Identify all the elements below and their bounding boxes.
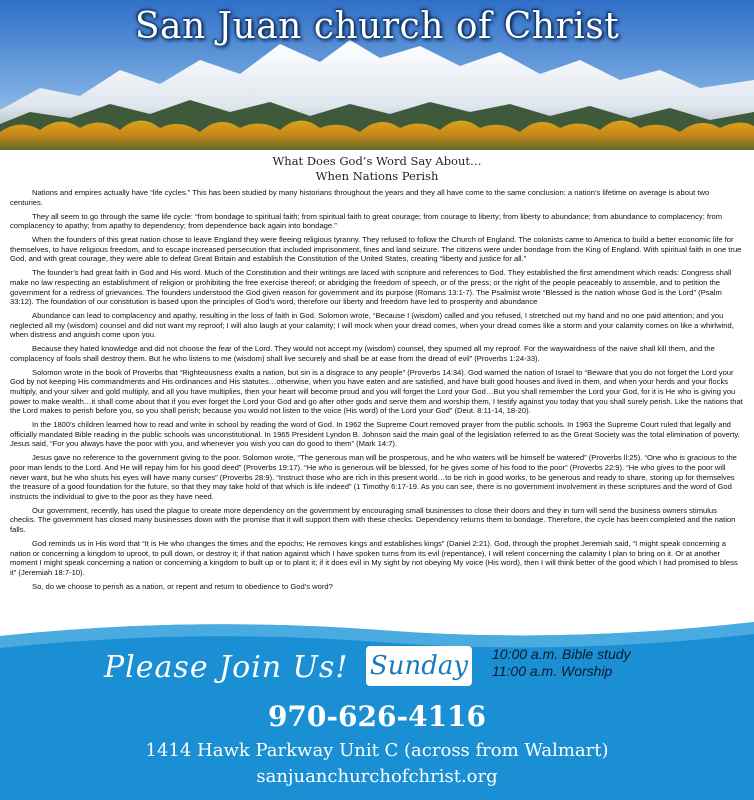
article-paragraph: Abundance can lead to complacency and apathy, resulting in the loss of faith in God. Solomon wrote, “Because I (wisdom) called and you refused, I stretched out my hand and no one paid attention; and you neglected all my (wisdom) counsel and did not want my reproof; I will also laugh at your calamity; I will mock when your dread comes, when your dread comes like a storm and your calamity comes on like a whirlwind, when distress and anguish come upon you. (10, 311, 734, 340)
article (10, 154, 744, 596)
header-banner (0, 0, 754, 150)
article-subtitle: When Nations Perish (315, 169, 439, 183)
website-link: sanjuanchurchofchrist.org (256, 766, 498, 787)
article-paragraph: God reminds us in His word that “It is He who changes the times and the epochs; He removes kings and establishes kings” (Daniel 2:21). God, through the prophet Jeremiah said, “I might speak concerning a nation or concerning a kingdom to uproot, to pull down, or destroy it; if that nation against which I have spoken turns from its evil (repentance), I will relent concerning the calamity I plan to bring on it. Or at another moment I might speak concerning a nation or concerning a kingdom to built up or to plant it; if it does evil in My sight by not obeying My voice (His word), then I will think better of the good which I had promised to bless it” (Jeremiah 18:7-10). (10, 538, 738, 577)
article-paragraph: Our government, recently, has used the plague to create more dependency on the government by encouraging small businesses to close their doors and they in turn will send the business owners stimulus checks. The government has closed many businesses down with the promise that it will support them with these checks. Dependency returns them to bondage. Therefore, the cycle has been completed and the nation falls. (10, 505, 736, 534)
article-paragraph: Nations and empires actually have “life cycles.” This has been studied by many historians throughout the years and they all have come to the same conclusion: a nation’s lifetime on average is about two centuries. (10, 188, 710, 207)
article-paragraph: So, do we choose to perish as a nation, or repent and return to obedience to God’s word? (32, 581, 333, 591)
address: 1414 Hawk Parkway Unit C (across from Walmart) (145, 740, 609, 761)
church-name-title: San Juan church of Christ (134, 6, 620, 47)
article-paragraph: In the 1800’s children learned how to read and write in school by reading the word of God. In 1962 the Supreme Court removed prayer from the public schools. In 1963 the Supreme Court ruled that legally and officially mandated Bible reading in the public schools was unconstitutional. In 1965 President Lyndon B. Johnson said the main goal of the legislation referred to as the Great Society was the total elimination of poverty. Jesus said, “For you always have the poor with you, and whenever you wish you can do good to them” (Mark 14:7). (10, 420, 740, 449)
article-paragraph: When the founders of this great nation chose to leave England they were fleeing religious tyranny. They refused to follow the Church of England. The colonists came to America to build a better economic life for themselves, to have religious freedom, and to escape increased persecution that included imprisonment, fines and land seizure. The citizens were under bondage from the King of England. With spiritual faith in one true God, and with great courage, they were able to defeat Great Britain and establish the Constitution of the United States, creating “liberty and justice for all.” (10, 235, 742, 264)
join-us-heading: Please Join Us! (104, 650, 349, 685)
schedule-item-worship: 11:00 a.m. Worship (492, 663, 613, 679)
service-info-footer (0, 614, 754, 800)
article-paragraph: Jesus gave no reference to the government giving to the poor. Solomon wrote, “The generous man will be prosperous, and he who waters will be himself be watered” (Proverbs ll:25). “One who is gracious to the poor man lends to the Lord. And He will repay him for his good deed” (Proverbs 19:17). “He who is generous will be blessed, for he gives some of his food to the poor” (Proverbs 22:9). “He who gives to the poor will never want, but he who shuts his eyes will have many curses” (Proverbs 28:9). “Instruct those who are rich in this present world…to be rich in good works, to be generous and ready to share, storing up for themselves the treasure of a good foundation for the future, so that they may take hold of that which is life indeed” (1 Timothy 6:17-19. As you can see, there is no government involvement in these scriptures and the word of God instructs the individual to give to the poor as they have need. (10, 453, 737, 501)
service-schedule (492, 646, 631, 680)
sunday-badge: Sunday (366, 646, 472, 686)
article-paragraph: They all seem to go through the same life cycle: “from bondage to spiritual faith; from spiritual faith to great courage; from courage to liberty; from liberty to abundance; from abundance to complacency; from complacency to apathy; from apathy to dependency; from dependence back again into bondage.” (10, 211, 723, 231)
article-paragraph: Solomon wrote in the book of Proverbs that “Righteousness exalts a nation, but sin is a disgrace to any people” (Proverbs 14:34). God warned the nation of Israel to “Beware that you do not forget the Lord your God by not keeping His commandments and His ordinances and His statutes…otherwise, when you have eaten and are satisfied, and have built good houses and lived in them, and when your herds and your flocks multiply, and your silver and gold multiply, and all you have multiplies, then your heart will become proud and you will forget the Lord your God…But you shall remember the Lord your God, for it is He who is giving you power to make wealth…it shall come about that if you ever forget the Lord your God and go after other gods and serve them and worship them, I testify against you today that you shall surely perish. Like the nations that the Lord makes to perish before you, so you shall perish; because you would not listen to the voice (His word) of the Lord your God” (Deut. 8:11-14, 18-20). (10, 367, 743, 416)
article-paragraph: Because they hated knowledge and did not choose the fear of the Lord. They would not accept my (wisdom) counsel, they spurned all my reproof. For the waywardness of the naive shall kill them, and the complacency of fools shall destroy them. But he who listens to me (wisdom) shall live securely and shall be at ease from the dread of evil” (Proverbs 1:24-33). (10, 344, 715, 363)
article-paragraph: The founder’s had great faith in God and His word. Much of the Constitution and their writings are laced with scripture and references to God. They established the first amendment which reads: Congress shall make no law respecting an establishment of religion or prohibiting the free exercise thereof; or abridging the freedom of speech, or of the press; or the right of the people peaceably to assemble, and to petition the government for a redress of grievances. The founders understood the God given reason for government and its purpose (Romans 13:1-7). The Psalmist wrote “Blessed is the nation whose God is the Lord” (Psalm 33:12). The foundation of our constitution is based upon the principles of God’s word, therefore our liberty and freedom have led to prosperity and abundance (10, 268, 732, 307)
schedule-item-bible-study: 10:00 a.m. Bible study (492, 646, 631, 662)
phone-number: 970-626-4116 (267, 700, 487, 733)
article-title: What Does God’s Word Say About… (272, 154, 482, 168)
